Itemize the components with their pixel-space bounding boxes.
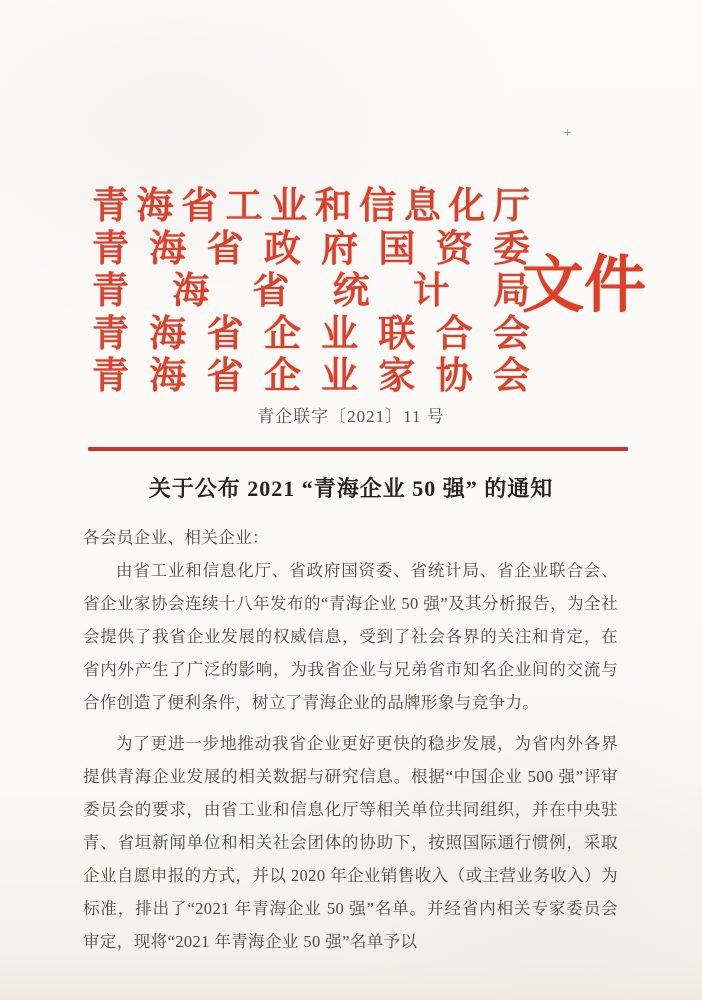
doc-title: 关于公布 2021 “青海企业 50 强” 的通知 [148, 476, 554, 501]
letterhead-org-line-2: 青 海 省 政 府 国 资 委 [92, 228, 530, 270]
body-paragraph-2: 为了更进一步地推动我省企业更好更快的稳步发展，为省内外各界提供青海企业发展的相关数据与研究信息。根据“中国企业 500 强”评审委员会的要求，由省工业和信息化厅等相关单位共同组织，并在中央驻青、省垣新闻单位和相关社会团体的协助下，按照国际通行惯例，采取企业自愿申报的方式，并以 2020 年企业销售收入（或主营业务收入）为标准，排出了“2021 年青海企业 50 强”名单。并经省内相关专家委员会审定，现将“2021 年青海企业 50 强”名单予以 [83, 734, 618, 951]
letterhead-org-line-3: 青 海 省 统 计 局 [92, 271, 530, 313]
red-divider-rule [88, 447, 628, 451]
letterhead-org-line-4: 青 海 省 企 业 联 合 会 [92, 313, 530, 355]
letterhead-org-line-5: 青 海 省 企 业 家 协 会 [92, 356, 530, 398]
doc-type-label: 文件 [522, 252, 647, 320]
letterhead-org-line-1: 青 海 省 工 业 和 信 息 化 厅 [92, 186, 530, 228]
doc-body [83, 521, 618, 958]
salutation: 各会员企业、相关企业： [83, 528, 269, 547]
letterhead-org-block [92, 181, 530, 398]
doc-number: 青企联字〔2021〕11 号 [257, 407, 445, 426]
scan-registration-mark: + [563, 126, 573, 139]
body-paragraph-1: 由省工业和信息化厅、省政府国资委、省统计局、省企业联合会、省企业家协会连续十八年发布的“青海企业 50 强”及其分析报告，为全社会提供了我省企业发展的权威信息，受到了社会各界的关注和肯定，在省内外产生了广泛的影响，为我省企业与兄弟省市知名企业间的交流与合作创造了便利条件，树立了青海企业的品牌形象与竞争力。 [83, 561, 618, 712]
